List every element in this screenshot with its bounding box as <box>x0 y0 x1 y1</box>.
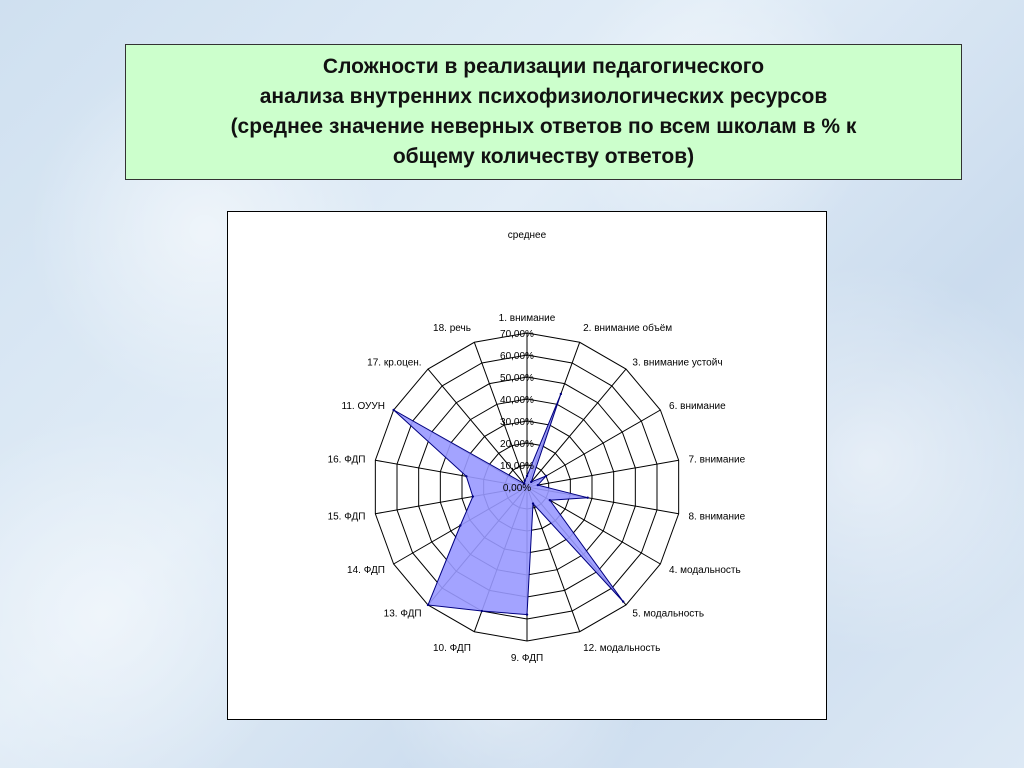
series-point <box>427 604 429 606</box>
title-line-1: Сложности в реализации педагогического <box>322 55 765 78</box>
series-point <box>532 502 534 504</box>
category-label: 17. кр.оцен. <box>367 357 422 369</box>
chart-area <box>227 211 827 720</box>
series-point <box>524 480 526 482</box>
series-point <box>622 600 624 602</box>
tick-label: 30,00% <box>500 417 534 428</box>
tick-label: 0,00% <box>502 483 532 494</box>
category-label: 18. речь <box>433 322 471 334</box>
radar-chart <box>228 212 826 719</box>
title-line-2: анализа внутренних психофизиологических ресурсов <box>259 85 828 108</box>
category-label: 7. внимание <box>688 454 746 466</box>
category-label: 9. ФДП <box>510 653 544 664</box>
grid-spoke <box>527 369 626 487</box>
category-label: 8. внимание <box>688 511 746 523</box>
series-point <box>537 484 539 486</box>
chart-title: среднее <box>507 230 547 241</box>
category-label: 2. внимание объём <box>583 322 673 334</box>
series-point <box>481 610 483 612</box>
series-point <box>560 393 562 395</box>
series-point <box>472 495 474 497</box>
series-point <box>465 475 467 477</box>
series-point <box>392 409 394 411</box>
category-label: 12. модальность <box>583 643 661 655</box>
series-point <box>526 613 528 615</box>
series-point <box>459 524 461 526</box>
title-box <box>125 44 962 180</box>
category-label: 11. ОУУН <box>341 401 385 412</box>
category-label: 5. модальность <box>632 608 705 620</box>
series-point <box>545 475 547 477</box>
title-line-3: (среднее значение неверных ответов по всем школам в % к <box>230 115 857 138</box>
radar-tick-labels <box>500 329 534 494</box>
title-line-4: общему количеству ответов) <box>392 145 695 168</box>
category-label: 14. ФДП <box>347 565 385 576</box>
series-point <box>526 475 528 477</box>
tick-label: 70,00% <box>500 329 534 340</box>
category-label: 13. ФДП <box>383 608 422 620</box>
tick-label: 20,00% <box>500 439 534 450</box>
category-label: 6. внимание <box>669 401 726 412</box>
category-label: 16. ФДП <box>327 454 366 466</box>
category-label: 10. ФДП <box>432 643 471 655</box>
category-label: 3. внимание устойч <box>632 357 723 369</box>
tick-label: 60,00% <box>500 351 534 362</box>
tick-label: 40,00% <box>500 395 534 406</box>
series-point <box>586 496 588 498</box>
tick-label: 10,00% <box>500 461 534 472</box>
series-point <box>549 499 551 501</box>
category-label: 15. ФДП <box>327 511 366 523</box>
tick-label: 50,00% <box>500 373 534 384</box>
category-label: 4. модальность <box>669 565 741 576</box>
category-label: 1. внимание <box>498 313 556 324</box>
